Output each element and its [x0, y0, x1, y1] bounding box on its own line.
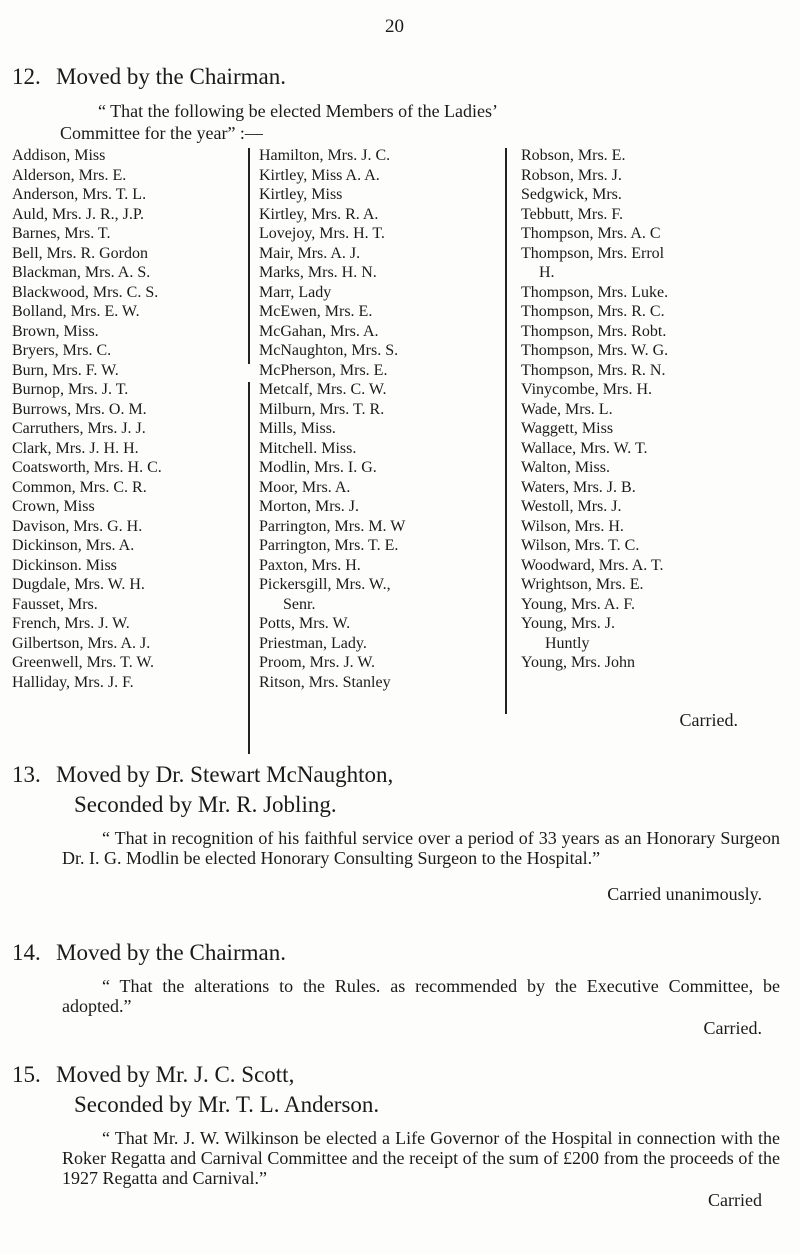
column-divider: [248, 148, 250, 364]
member-name: McPherson, Mrs. E.: [259, 361, 388, 379]
member-name: Milburn, Mrs. T. R.: [259, 400, 385, 418]
member-name: Fausset, Mrs.: [12, 595, 98, 613]
member-name: Thompson, Mrs. R. C.: [521, 303, 665, 320]
members-list: [12, 146, 788, 691]
member-name: Addison, Miss: [12, 147, 106, 164]
member-name: Tebbutt, Mrs. F.: [521, 205, 624, 223]
member-name: Huntly: [545, 634, 590, 652]
member-name: Thompson, Mrs. A. C: [521, 225, 661, 242]
mover-line: Moved by Dr. Stewart McNaughton,: [56, 762, 394, 787]
resolution-13: [12, 760, 788, 905]
member-name: Coatsworth, Mrs. H. C.: [12, 459, 162, 476]
member-name: Thompson, Mrs. Errol: [521, 244, 665, 262]
member-name: Wilson, Mrs. H.: [521, 517, 624, 535]
column-divider: [505, 148, 507, 714]
carried-label: Carried unanimously.: [607, 884, 762, 904]
member-name: Bryers, Mrs. C.: [12, 342, 112, 359]
member-name: Brown, Miss.: [12, 322, 99, 340]
member-name: Waggett, Miss: [521, 420, 614, 437]
member-name: H.: [539, 264, 555, 281]
member-name: Proom, Mrs. J. W.: [259, 654, 376, 671]
member-name: Barnes, Mrs. T.: [12, 225, 111, 242]
member-name: McEwen, Mrs. E.: [259, 303, 373, 320]
member-name: Dickinson. Miss: [12, 556, 117, 574]
member-name: Lovejoy, Mrs. H. T.: [259, 225, 385, 242]
carried-label: Carried.: [703, 1018, 762, 1038]
member-name: Kirtley, Mrs. R. A.: [259, 205, 379, 223]
member-name: Senr.: [283, 595, 316, 613]
member-name: Modlin, Mrs. I. G.: [259, 459, 377, 476]
resolution-quote: “ That the alterations to the Rules. as recommended by the Executive Committee, be adopted.”: [62, 976, 780, 1016]
member-name: Parrington, Mrs. T. E.: [259, 537, 399, 554]
member-name: Young, Mrs. J.: [521, 615, 615, 632]
member-name: Auld, Mrs. J. R., J.P.: [12, 205, 145, 223]
member-name: Morton, Mrs. J.: [259, 498, 360, 515]
member-name: Robson, Mrs. J.: [521, 166, 622, 184]
member-name: Wallace, Mrs. W. T.: [521, 439, 648, 457]
member-name: Marks, Mrs. H. N.: [259, 264, 377, 281]
quote-line: Committee for the year” :—: [60, 123, 263, 143]
member-name: Gilbertson, Mrs. A. J.: [12, 634, 151, 652]
member-name: Dugdale, Mrs. W. H.: [12, 576, 145, 593]
column-divider: [248, 382, 250, 754]
member-name: Kirtley, Miss A. A.: [259, 166, 380, 184]
seconder-line: Seconded by Mr. T. L. Anderson.: [74, 1092, 380, 1117]
resolution-number: 14.: [12, 940, 41, 965]
quote-line: “ That the following be elected Members of the Ladies’: [98, 101, 499, 121]
resolution-heading: [12, 760, 788, 790]
member-name: Halliday, Mrs. J. F.: [12, 673, 134, 691]
member-name: Priestman, Lady.: [259, 634, 367, 652]
page-number: 20: [385, 16, 404, 37]
member-name: Paxton, Mrs. H.: [259, 556, 361, 574]
member-name: Thompson, Mrs. W. G.: [521, 342, 669, 359]
member-name: Young, Mrs. A. F.: [521, 595, 636, 613]
carried-label: Carried: [708, 1190, 762, 1210]
carried-label: Carried.: [679, 710, 738, 730]
member-name: Clark, Mrs. J. H. H.: [12, 439, 139, 457]
member-name: Anderson, Mrs. T. L.: [12, 186, 147, 203]
member-name: Robson, Mrs. E.: [521, 147, 626, 164]
member-name: Kirtley, Miss: [259, 186, 343, 203]
mover-line: Moved by the Chairman.: [56, 940, 286, 965]
member-name: Burnop, Mrs. J. T.: [12, 381, 129, 398]
member-name: Common, Mrs. C. R.: [12, 478, 147, 496]
member-name: Alderson, Mrs. E.: [12, 166, 127, 184]
member-name: Parrington, Mrs. M. W: [259, 517, 406, 535]
member-name: French, Mrs. J. W.: [12, 615, 130, 632]
resolution-quote: “ That in recognition of his faithful service over a period of 33 years as an Honorary Surgeon Dr. I. G. Modlin be elected Honorary Consulting Surgeon to the Hospital.”: [62, 828, 780, 868]
member-name: Dickinson, Mrs. A.: [12, 537, 135, 554]
member-name: Carruthers, Mrs. J. J.: [12, 420, 146, 437]
member-name: Mair, Mrs. A. J.: [259, 244, 361, 262]
resolution-15: [12, 1060, 788, 1211]
resolution-heading: [12, 938, 788, 968]
member-name: Moor, Mrs. A.: [259, 478, 351, 496]
member-name: Wrightson, Mrs. E.: [521, 576, 644, 593]
members-column-2: [259, 146, 514, 692]
member-name: Burn, Mrs. F. W.: [12, 361, 119, 379]
member-name: Vinycombe, Mrs. H.: [521, 381, 653, 398]
member-name: Ritson, Mrs. Stanley: [259, 673, 391, 691]
resolution-14: [12, 938, 788, 1039]
mover-line: Moved by Mr. J. C. Scott,: [56, 1062, 295, 1087]
member-name: Metcalf, Mrs. C. W.: [259, 381, 387, 398]
member-name: Wade, Mrs. L.: [521, 400, 613, 418]
mover-line: Moved by the Chairman.: [56, 64, 286, 89]
member-name: Davison, Mrs. G. H.: [12, 517, 143, 535]
member-name: McGahan, Mrs. A.: [259, 322, 379, 340]
member-name: Young, Mrs. John: [521, 654, 635, 671]
member-name: Walton, Miss.: [521, 459, 610, 476]
member-name: Wilson, Mrs. T. C.: [521, 537, 640, 554]
member-name: Westoll, Mrs. J.: [521, 498, 622, 515]
member-name: Bolland, Mrs. E. W.: [12, 303, 140, 320]
resolution-12: [12, 62, 788, 144]
seconder-line: Seconded by Mr. R. Jobling.: [74, 792, 337, 817]
member-name: Blackman, Mrs. A. S.: [12, 264, 151, 281]
member-name: Waters, Mrs. J. B.: [521, 478, 636, 496]
member-name: McNaughton, Mrs. S.: [259, 342, 399, 359]
member-name: Woodward, Mrs. A. T.: [521, 556, 664, 574]
member-name: Bell, Mrs. R. Gordon: [12, 244, 148, 262]
member-name: Marr, Lady: [259, 283, 332, 301]
resolution-heading: [12, 62, 788, 92]
member-name: Pickersgill, Mrs. W.,: [259, 576, 391, 593]
resolution-number: 12.: [12, 64, 41, 89]
member-name: Potts, Mrs. W.: [259, 615, 351, 632]
members-column-3: [521, 146, 771, 673]
member-name: Thompson, Mrs. R. N.: [521, 361, 666, 379]
member-name: Burrows, Mrs. O. M.: [12, 400, 147, 418]
resolution-number: 13.: [12, 762, 41, 787]
member-name: Thompson, Mrs. Robt.: [521, 322, 667, 340]
member-name: Blackwood, Mrs. C. S.: [12, 283, 159, 301]
resolution-number: 15.: [12, 1062, 41, 1087]
resolution-quote: “ That Mr. J. W. Wilkinson be elected a Life Governor of the Hospital in connection with the Roker Regatta and Carnival Committee and the receipt of the sum of £200 from the proceeds of the 1927 Regatta and Carnival.”: [62, 1128, 780, 1188]
member-name: Crown, Miss: [12, 498, 95, 515]
member-name: Mills, Miss.: [259, 420, 336, 437]
member-name: Mitchell. Miss.: [259, 439, 357, 457]
member-name: Greenwell, Mrs. T. W.: [12, 654, 155, 671]
resolution-heading: [12, 1060, 788, 1090]
member-name: Thompson, Mrs. Luke.: [521, 283, 669, 301]
member-name: Hamilton, Mrs. J. C.: [259, 147, 391, 164]
member-name: Sedgwick, Mrs.: [521, 186, 622, 203]
